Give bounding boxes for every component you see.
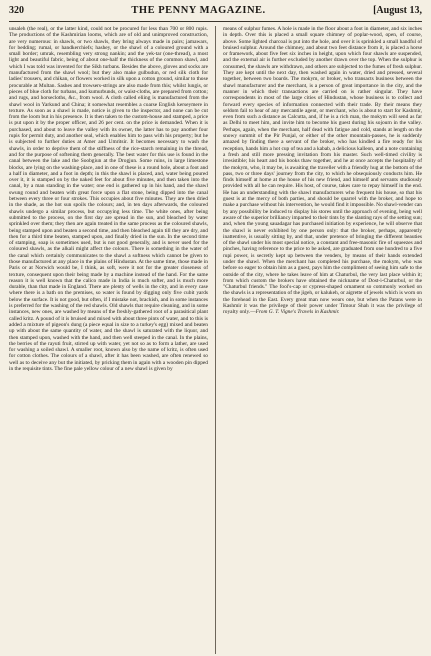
issue-date: [August 13, bbox=[373, 5, 422, 16]
paragraph-text: means of sulphur fumes. A hole is made in the floor about a foot in diameter, and six inches in depth. Over this is placed a small square chimney of poplar-wood, open, of course, above. Some lighted charcoal is put into the hole, and over it is sprinkled a small handful of bruised sulphur. Around the chimney, and about two feet distance from it, is placed a horse or framework, about five feet six inches in height, upon which four shawls are suspended, and the external air is further excluded by another drawn over the top. When the sulphur is consumed, the shawls are withdrawn, and others are subjected to the fumes of fresh sulphur. They are kept until the next day, then washed again in water, dried and pressed, several together, between two boards. The mokym, or broker, who transacts business between the shawl manufacturer and the merchant, is a person of great importance in the city, and the manner in which their transactions are carried on is rather singular. They have correspondents in most of the large cities of Hindustan, whose business is to collect and forward every species of information connected with their trade. By their means they seldom fail to hear of any mercantile agent, or merchant, who is about to start for Kashmir, even from such a distance as Calcutta, and, if he is a rich man, the mokym will send as far as Delhi to meet him, and invite him to become his guest during his sojourn in the valley. Perhaps, again, when the merchant, half dead with fatigue and cold, stands at length on the snowy summit of the Pir Punjal, or either of the other mountain-passes, he is suddenly amazed by finding there a servant of the broker, who has kindled a fire ready for his reception, hands him a hot cup of tea and a kabab, a delicious kalleon, and a note containing a fresh and still more pressing invitation from his master. Such well-timed civility is irresistible; his heart and his books thaw together, and he at once accepts the hospitality of the mokym, who, it may be, is awaiting the traveller with a friendly hug at the bottom of the pass, two or three days' journey from the city, to which he obsequiously conducts him. He finds himself at home at the house of his new friend, and himself and servants studiously provided with all he can require. His host, of course, takes care to repay himself in the end. He has an understanding with the shawl manufacturers who frequent his house, so that his guest is at the mercy of both parties, and should be quarrel with the broker, and hope to make a purchase without his intervention, he would find it impossible. No shawl-vender can by any possibility be induced to display his stores until the approach of evening, being well aware of the superior brilliancy imparted to their tints by the slanting rays of the setting sun; and, when the young sauadagar has purchased initiation by experience, he will observe that the shawl is never exhibited by one person only: that the broker, perhaps, apparently inattentive, is usually sitting by, and that, under pretence of bringing the different beauties of the shawl under his most special notice, a constant and free-masonic fire of squeezes and pinches, having reference to the price to be asked, are graduated from one hundred to a five rupi power, is secretly kept up between the venders, by means of their hands extended under the shawl. When the merchant has completed his purchase, the mokym, who was before so eager to obtain him as a guest, pays him the compliment of seeing him safe to the outside of the city, where he takes leave of him at Chaturbul, the very last place within it; from which custom the brokers have obtained the nickname of Dost-i-Chaturbul, or the "Chaturbul friends." The fool's-cap or cypress-shaped ornament so commonly worked on the shawls is a representation of the jigeh, or kalukeh, or aigrette of jewels which is worn on the forehead in the East. Every great man now wears one, but when the Patans were in Kashmir it was the privilege of their power under Timour Shah it was the privilege of royalty only.— bbox=[223, 26, 422, 316]
source-citation: From G. T. Vigne's Travels in Kashmir. bbox=[255, 309, 340, 316]
column-divider bbox=[215, 26, 216, 654]
right-column bbox=[223, 26, 422, 654]
magazine-title: THE PENNY MAGAZINE. bbox=[131, 5, 266, 16]
article-body bbox=[9, 26, 422, 654]
paragraph bbox=[223, 26, 422, 316]
paragraph: unsaleh (the real), or the latter kind, could not be procured for less than 700 or 800 rupis. The productions of the Kashmirian looms, which are of old and unimproved construction, are very numerous: in shawls, or two shawls, they bring always made in pairs; jamawars, for bedding; rumal, or handkerchiefs; hashey, or the shawl of a coloured ground with a small border; umrak, resembling very strong nankin; and the yek-tar (one-thread), a most light and beautiful fabric, being of about one-half the thickness of the common shawl, and which I was told was invented for the Sikh turbans. Besides the above, gloves and socks are manufactured from the shawl wool; but they also make gulbudun, or red silk cloth for ladies' trousers, and chikan, or flowers worked in silk upon a cotton ground, similar to those procurable at Multan. Sashes and trowsers-strings are also made from this; whilst lungis, or pieces of blue cloth for turbans, and kumurbunds, or waist-cloths, are prepared from cotton; and rugs, and horsecloths, &c., from wool. A cloth called eliing is manufactured from the shawl wool in Yarkund and China; it somewhat resembles a coarse English kerseymere in texture. As soon as a shawl is made, notice is given to the inspector, and none can be cut from the loom but in his presence. It is then taken to the custom-house and stamped, a price is put upon it by the proper officer, and 26 per cent. on the price is demanded. When it is purchased, and about to leave the valley with its owner, the latter has to pay another four rupis for permit duty, and another seal, which enables him to pass with his property; but he is subjected to further duties at Amer and Umritsir. It becomes necessary to wash the shawls, in order to deprive them of the stiffness of the rice-starch remaining in the thread, and for the purpose of softening them generally. The best water for this use is found in the canal between the lake and the Soobgiun at the Drogjun. Some ruins, in large limestone blocks, are lying on the washing-place, and in one of these is a round hole, about a foot and a half in diameter, and a foot in depth; in this the shawl is placed, and, water being poured over it, it is stamped on by the naked feet for about five minutes, and then taken into the canal, by a man standing in the water; one end is gathered up in his hand, and the shawl swung round and beaten with great force upon a flat stone, being dipped into the canal between every three or four strokes. This occupies about five minutes. They are then dried in the shade, as the hot sun spoils the colours; and, in ten days afterwards, the coloured shawls undergo a similar process, but occupying less time. The white ones, after being submitted to the process, on the first day are spread in the sun, and bleached by water sprinkled over them; they then are again treated in the same process as the coloured shawls, being stamped upon and beaten a second time, and then bleached again till they are dry, and then for a third time beaten, stamped upon, and finally dried in the sun. In the second time of stamping, soap is sometimes used, but is not good generally, and is never used for the coloured shawls, as the alkali might affect the colours. There is something in the water of the canal which certainly communicates to the shawl a softness which cannot be given to those manufactured at any place in the plains of Hindustan. At the same time, those made in Paris or at Norwich would be, I think, as soft, were it not for the greater closeness of texture, consequent upon their being made by a machine instead of the hand. For the same reason it is well known that the calico made in India is much softer, and is much more durable, than that made in England. There are plenty of wells in the city, and in every case where there is a bath on the premises, so water is found by digging only five cubit yards below the surface. It is not good, but often, if I mistake not, brackish, and in some instances is preferred for the washing of the red shawls. Old shawls that require cleaning, and in some instances, new ones, are washed by means of the freshly-gathered root of a parasitical plant called kritz. A pound of it is bruised and mixed with about three pints of water, and to this is added a mixture of pigeon's dung (a piece equal in size to a turkey's egg) mixed and beaten up with about the same quantity of water, and the shawl is saturated with the liquor, and then stamped upon, washed with the hand, and then well steeped in the canal. In the plains, the berries of the rayuti fruit, stirred up with water, yet not so as to form a lather, are used for washing a soiled shawl. A smaller root, known also by the name of kritz, is often used for cotton clothes. The colours of a shawl, after it has been washed, are often renewed so well as to deceive any but the initiated, by pricking them in again with a wooden pin dipped in the requisite tints. The fine pale yellow colour of a new shawl is given by bbox=[9, 26, 208, 373]
left-column bbox=[9, 26, 208, 654]
running-header bbox=[9, 5, 422, 22]
page-number: 320 bbox=[9, 5, 24, 16]
